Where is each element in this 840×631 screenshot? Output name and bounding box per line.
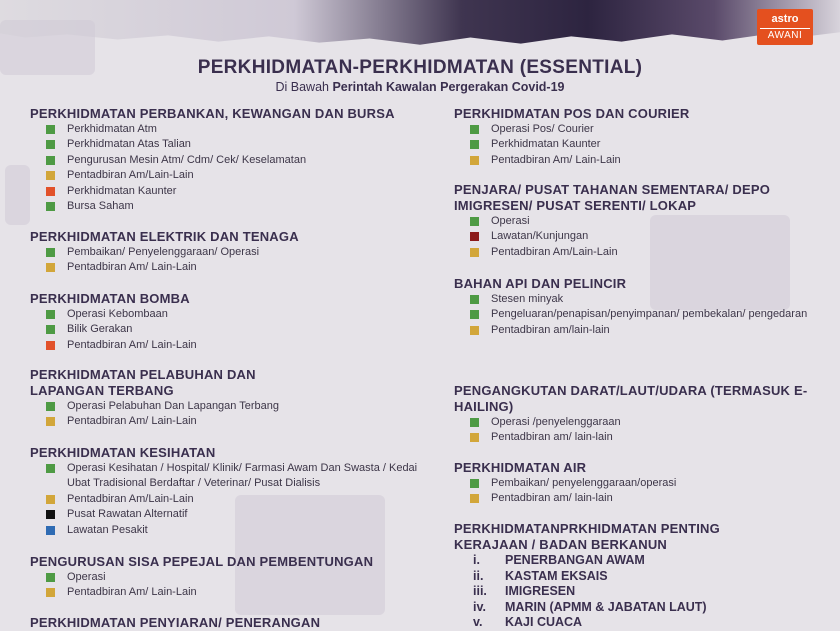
logo-top-text: astro: [771, 13, 799, 25]
list-item: [30, 322, 430, 337]
list-item-label: Bilik Gerakan: [67, 323, 133, 336]
roman-numeral: iv.: [473, 599, 486, 614]
numbered-item-label: KAJI CUACA: [505, 615, 583, 629]
status-square-icon: [470, 494, 479, 503]
list-item: [454, 476, 824, 491]
list-item: [30, 137, 430, 152]
section-title: PERKHIDMATAN POS DAN COURIER: [454, 106, 690, 121]
page-subtitle: [0, 80, 840, 94]
list-item: [30, 570, 430, 585]
status-square-icon: [46, 464, 55, 473]
list-item-label: Lawatan/Kunjungan: [491, 230, 589, 243]
list-item-label: Operasi: [491, 215, 530, 227]
status-square-icon: [46, 417, 55, 426]
service-section: [30, 106, 430, 214]
status-square-icon: [46, 402, 55, 411]
status-square-icon: [470, 433, 479, 442]
list-item: [30, 585, 430, 600]
service-section: [30, 615, 430, 631]
service-section: [30, 554, 430, 601]
numbered-item: [454, 615, 824, 631]
status-square-icon: [470, 217, 479, 226]
list-item: [30, 199, 430, 214]
roman-numeral: ii.: [473, 568, 484, 583]
status-square-icon: [470, 140, 479, 149]
status-square-icon: [46, 510, 55, 519]
list-item-label: Pengeluaran/penapisan/penyimpanan/ pembekalan/ pengedaran: [491, 308, 808, 321]
status-square-icon: [46, 573, 55, 582]
list-item: [30, 122, 430, 137]
list-item: [30, 492, 430, 507]
list-item: [30, 260, 430, 275]
numbered-item: [454, 584, 824, 600]
service-section: [30, 445, 430, 538]
section-title: PERKHIDMATAN ELEKTRIK DAN TENAGA: [30, 229, 299, 244]
service-section: [454, 276, 824, 338]
list-item: [30, 523, 430, 538]
roman-numeral: iii.: [473, 584, 487, 598]
section-title: PENGURUSAN SISA PEPEJAL DAN PEMBENTUNGAN: [30, 554, 374, 569]
numbered-item-label: KASTAM EKSAIS: [505, 568, 608, 583]
list-item: [30, 399, 430, 414]
numbered-item: [454, 553, 824, 569]
list-item-label: Operasi Pos/ Courier: [491, 123, 594, 135]
list-item: [454, 415, 824, 430]
service-section: [454, 521, 824, 631]
section-title: BAHAN API DAN PELINCIR: [454, 276, 627, 291]
status-square-icon: [46, 341, 55, 350]
list-item: [454, 153, 824, 168]
subtitle-bold: Perintah Kawalan Pergerakan Covid-19: [332, 80, 565, 94]
list-item-label: Pentadbiran am/ lain-lain: [491, 431, 613, 444]
list-item: [454, 307, 824, 322]
list-item: [454, 430, 824, 445]
list-item-label: Pentadbiran am/ lain-lain: [491, 492, 613, 505]
numbered-item-label: IMIGRESEN: [505, 584, 576, 598]
list-item-label: Operasi Pelabuhan Dan Lapangan Terbang: [67, 400, 280, 412]
status-square-icon: [470, 156, 479, 165]
numbered-item: [454, 600, 824, 616]
status-square-icon: [470, 232, 479, 241]
service-section: [30, 367, 430, 430]
page-title: PERKHIDMATAN-PERKHIDMATAN (ESSENTIAL): [197, 57, 643, 78]
list-item-label: Operasi Kesihatan / Hospital/ Klinik/ Farmasi Awam Dan Swasta / Kedai Ubat Tradisional Berdaftar / Veterinar/ Pusat Dialisis: [67, 462, 418, 490]
list-item: [454, 491, 824, 506]
astro-awani-logo: [757, 9, 813, 45]
background-person-illustration: [5, 165, 30, 225]
service-section: [30, 291, 430, 353]
list-item: [30, 414, 430, 429]
list-item-label: Pentadbiran Am/ Lain-Lain: [67, 586, 197, 599]
list-item-label: Pentadbiran Am/ Lain-Lain: [67, 261, 197, 274]
section-title: PENJARA/ PUSAT TAHANAN SEMENTARA/ DEPO IMIGRESEN/ PUSAT SERENTI/ LOKAP: [454, 182, 771, 213]
status-square-icon: [46, 325, 55, 334]
roman-numeral: v.: [473, 615, 483, 629]
list-item: [454, 214, 824, 229]
list-item-label: Pengurusan Mesin Atm/ Cdm/ Cek/ Keselamatan: [67, 153, 307, 166]
status-square-icon: [46, 202, 55, 211]
list-item-label: Operasi Kebombaan: [67, 308, 168, 320]
list-item-label: Pentadbiran Am/Lain-Lain: [67, 492, 194, 505]
roman-numeral: i.: [473, 553, 480, 567]
status-square-icon: [470, 125, 479, 134]
list-item-label: Pusat Rawatan Alternatif: [67, 508, 188, 521]
list-item: [30, 307, 430, 322]
list-item-label: Pentadbiran Am/ Lain-Lain: [67, 338, 197, 351]
list-item-label: Pentadbiran am/lain-lain: [491, 323, 610, 336]
status-square-icon: [46, 125, 55, 134]
list-item-label: Perkhidmatan Kaunter: [491, 138, 601, 151]
service-section: [454, 182, 824, 260]
status-square-icon: [46, 310, 55, 319]
list-item-label: Pentadbiran Am/Lain-Lain: [491, 245, 618, 258]
service-section: [454, 460, 824, 507]
list-item: [30, 338, 430, 353]
section-title: PERKHIDMATAN PELABUHAN DAN LAPANGAN TERBANG: [30, 367, 256, 398]
logo-bottom-text: AWANI: [760, 28, 810, 43]
list-item: [30, 184, 430, 199]
list-item-label: Pembaikan/ penyelenggaraan/operasi: [491, 477, 677, 489]
header-banner: [0, 0, 840, 52]
status-square-icon: [46, 248, 55, 257]
list-item-label: Pentadbiran Am/ Lain-Lain: [67, 415, 197, 428]
list-item-label: Perkhidmatan Kaunter: [67, 184, 177, 197]
subtitle-prefix: Di Bawah: [275, 80, 329, 94]
section-title: PERKHIDMATAN PENYIARAN/ PENERANGAN: [30, 615, 321, 630]
numbered-item-label: PENERBANGAN AWAM: [505, 553, 645, 567]
status-square-icon: [46, 171, 55, 180]
list-item: [30, 245, 430, 260]
numbered-item-label: MARIN (APMM & JABATAN LAUT): [505, 599, 707, 614]
service-section: [454, 383, 824, 446]
list-item: [454, 292, 824, 307]
section-title: PERKHIDMATAN PERBANKAN, KEWANGAN DAN BURSA: [30, 106, 395, 121]
list-item: [30, 168, 430, 183]
list-item-label: Lawatan Pesakit: [67, 523, 148, 536]
list-item-label: Pentadbiran Am/Lain-Lain: [67, 169, 194, 182]
service-section: [454, 106, 824, 168]
status-square-icon: [46, 526, 55, 535]
section-title: PERKHIDMATAN KESIHATAN: [30, 445, 216, 460]
list-item-label: Perkhidmatan Atm: [67, 123, 157, 135]
list-item-label: Operasi /penyelenggaraan: [491, 416, 621, 428]
list-item: [30, 461, 430, 492]
status-square-icon: [470, 418, 479, 427]
section-title: PENGANGKUTAN DARAT/LAUT/UDARA (TERMASUK E-HAILING): [454, 383, 808, 414]
list-item: [30, 507, 430, 522]
status-square-icon: [46, 263, 55, 272]
status-square-icon: [470, 248, 479, 257]
section-title: PERKHIDMATAN AIR: [454, 460, 587, 475]
list-item-label: Perkhidmatan Atas Talian: [67, 138, 191, 151]
list-item: [454, 137, 824, 152]
status-square-icon: [46, 187, 55, 196]
service-section: [30, 229, 430, 276]
status-square-icon: [470, 295, 479, 304]
status-square-icon: [46, 156, 55, 165]
list-item: [30, 153, 430, 168]
list-item: [454, 323, 824, 338]
numbered-item: [454, 569, 824, 585]
list-item-label: Bursa Saham: [67, 200, 134, 213]
list-item-label: Pembaikan/ Penyelenggaraan/ Operasi: [67, 246, 260, 258]
list-item: [454, 229, 824, 244]
status-square-icon: [46, 495, 55, 504]
status-square-icon: [470, 326, 479, 335]
status-square-icon: [46, 140, 55, 149]
section-title: PERKHIDMATAN BOMBA: [30, 291, 190, 306]
list-item: [454, 245, 824, 260]
list-item: [454, 122, 824, 137]
status-square-icon: [470, 310, 479, 319]
status-square-icon: [470, 479, 479, 488]
status-square-icon: [46, 588, 55, 597]
list-item-label: Operasi: [67, 571, 106, 583]
list-item-label: Stesen minyak: [491, 293, 564, 305]
section-title: PERKHIDMATANPRKHIDMATAN PENTING KERAJAAN / BADAN BERKANUN: [454, 521, 720, 552]
list-item-label: Pentadbiran Am/ Lain-Lain: [491, 153, 621, 166]
